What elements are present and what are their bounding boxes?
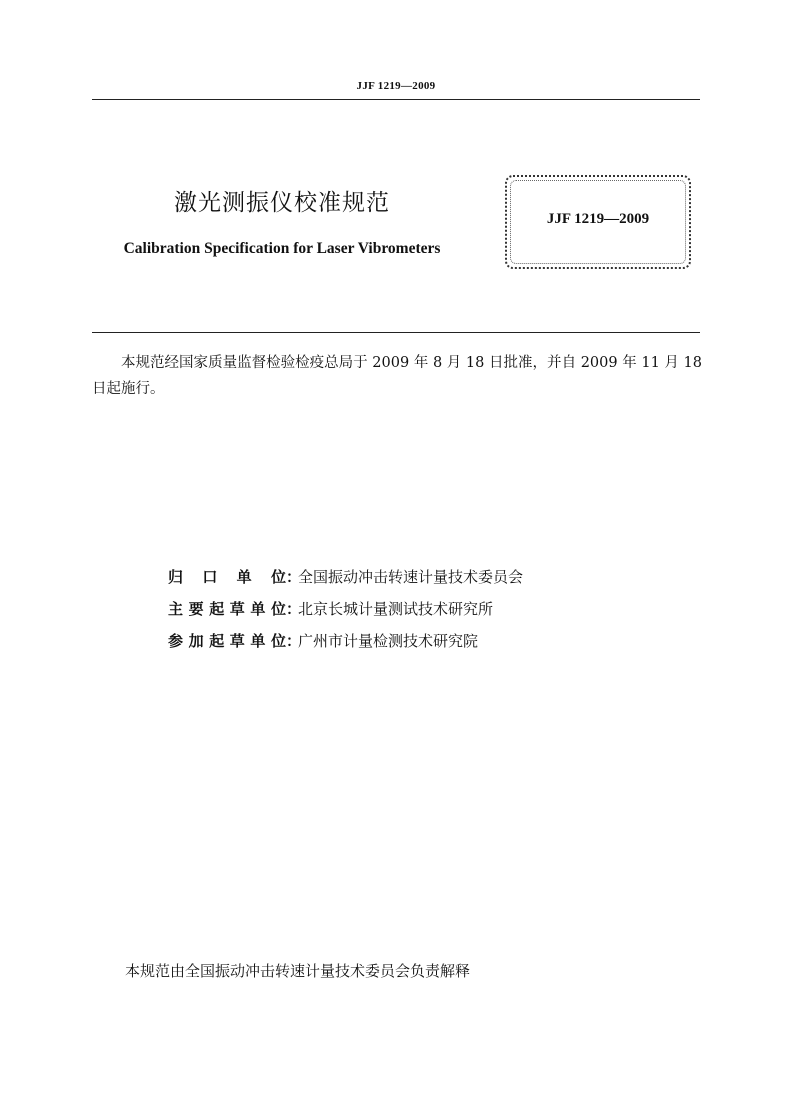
- org-row-participating-drafting-unit: [168, 630, 708, 662]
- standard-code-box: [505, 175, 691, 269]
- org-label: 主要起草单位: [168, 600, 286, 618]
- header-divider: [92, 99, 700, 100]
- title-chinese: 激光测振仪校准规范: [174, 190, 390, 216]
- org-row-main-drafting-unit: [168, 598, 708, 630]
- header-standard-code: JJF 1219—2009: [356, 80, 436, 92]
- org-colon: ：: [286, 568, 302, 586]
- org-value: 北京长城计量测试技术研究所: [298, 600, 494, 618]
- title-english: Calibration Specification for Laser Vibrometers: [123, 240, 441, 257]
- interpretation-note: 本规范由全国振动冲击转速计量技术委员会负责解释: [125, 962, 471, 980]
- approval-statement: 本规范经国家质量监督检验检疫总局于 2009 年 8 月 18 日批准，并自 2009 年 11 月 18 日起施行。: [92, 355, 702, 397]
- org-colon: ：: [286, 632, 302, 650]
- standard-code-box-text: JJF 1219—2009: [546, 211, 650, 227]
- org-label: 参加起草单位: [168, 632, 286, 650]
- org-colon: ：: [286, 600, 302, 618]
- title-divider: [92, 332, 700, 333]
- organizations-list: [168, 566, 708, 662]
- org-row-responsible-unit: [168, 566, 708, 598]
- org-value: 广州市计量检测技术研究院: [298, 632, 479, 650]
- org-label: 归口单位: [168, 568, 286, 586]
- org-value: 全国振动冲击转速计量技术委员会: [298, 568, 524, 586]
